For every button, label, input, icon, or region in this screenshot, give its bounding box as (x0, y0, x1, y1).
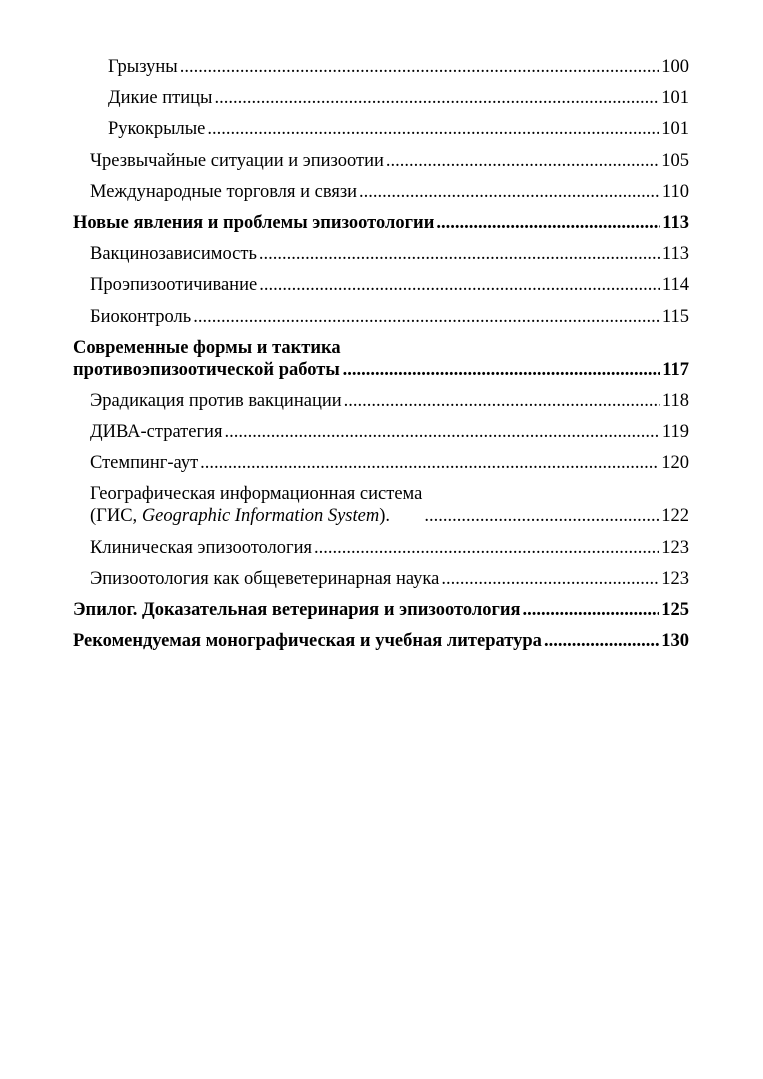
dot-leader (441, 568, 659, 590)
toc-entry-page: 101 (661, 119, 689, 140)
toc-entry-page: 110 (661, 181, 689, 202)
toc-entry (73, 87, 689, 109)
dot-leader (386, 150, 659, 172)
toc-section-page: 130 (661, 631, 689, 652)
dot-leader (200, 452, 659, 474)
toc-entry-title: Эрадикация против вакцинации (90, 390, 342, 411)
toc-entry-page: 100 (661, 57, 689, 77)
toc-section-title-line2: противоэпизоотической работы (73, 359, 340, 380)
dot-leader (259, 243, 660, 265)
dot-leader (359, 181, 660, 203)
toc-entry (73, 537, 689, 559)
toc-entry (73, 306, 689, 328)
toc-entry (73, 421, 689, 443)
title-prefix: (ГИС, (90, 506, 142, 527)
toc-entry-title (90, 483, 422, 527)
toc-entry (73, 118, 689, 140)
toc-entry-page: 123 (661, 568, 689, 589)
toc-entry-title-line1: Географическая информационная система (90, 484, 423, 505)
dot-leader (343, 359, 661, 381)
dot-leader (180, 56, 660, 78)
toc-entry (73, 243, 689, 265)
toc-entry-title: Клиническая эпизоотология (90, 537, 313, 558)
dot-leader (523, 599, 660, 621)
dot-leader (436, 212, 660, 234)
toc-section (73, 212, 689, 234)
toc-section-title-line1: Современные формы и тактика (73, 337, 341, 358)
toc-entry (73, 150, 689, 172)
toc-section-page: 117 (662, 359, 689, 380)
dot-leader (259, 274, 660, 296)
toc-entry-title: Проэпизоотичивание (90, 275, 258, 296)
dot-leader (193, 306, 660, 328)
dot-leader (314, 537, 659, 559)
toc-section-title: Эпилог. Доказательная ветеринария и эпизоотология (73, 600, 521, 620)
dot-leader (424, 505, 659, 527)
toc-entry-title: Рукокрылые (108, 119, 206, 140)
toc-entry-title: Вакцинозависимость (90, 244, 257, 265)
toc-entry-page: 113 (661, 244, 689, 265)
toc-entry-page: 114 (661, 275, 689, 296)
toc-entry-title: Дикие птицы (108, 88, 213, 109)
toc-entry (73, 181, 689, 203)
toc-section-page: 125 (661, 600, 689, 620)
toc-entry-page: 123 (661, 537, 689, 558)
toc-entry-title-line2 (90, 505, 422, 527)
toc-section-title: Рекомендуемая монографическая и учебная литература (73, 631, 542, 652)
toc-entry-title: Биоконтроль (90, 306, 192, 327)
toc-section (73, 630, 689, 652)
toc-section (73, 337, 689, 381)
toc-entry-title: Стемпинг-аут (90, 453, 199, 474)
dot-leader (214, 87, 659, 109)
toc-entry (73, 390, 689, 412)
toc-section-title (73, 337, 341, 381)
toc-section-page: 113 (662, 212, 689, 233)
toc-entry-title: Международные торговля и связи (90, 181, 358, 202)
dot-leader (344, 390, 660, 412)
toc-section (73, 599, 689, 621)
toc-entry-title: Эпизоотология как общеветеринарная наука (90, 568, 440, 589)
toc-entry-page: 118 (661, 390, 689, 411)
toc-entry-page: 122 (661, 506, 689, 527)
toc-entry-page: 115 (661, 306, 689, 327)
toc-section-title: Новые явления и проблемы эпизоотологии (73, 212, 435, 233)
toc-entry-page: 105 (661, 150, 689, 171)
dot-leader (224, 421, 659, 443)
dot-leader (207, 118, 659, 140)
toc-entry (73, 56, 689, 78)
toc-entry (73, 452, 689, 474)
toc-entry-page: 120 (661, 453, 689, 474)
title-suffix: ). (379, 506, 390, 527)
toc-entry (73, 483, 689, 527)
toc-entry-title: Грызуны (108, 57, 178, 77)
toc-entry-page: 119 (661, 422, 689, 443)
toc-entry-page: 101 (661, 88, 689, 109)
toc-entry-title: ДИВА-стратегия (90, 422, 223, 443)
toc-entry-title: Чрезвычайные ситуации и эпизоотии (90, 150, 384, 171)
dot-leader (544, 630, 659, 652)
toc-entry (73, 274, 689, 296)
toc-entry (73, 568, 689, 590)
title-italic: Geographic Information System (141, 506, 380, 527)
table-of-contents (73, 56, 689, 661)
